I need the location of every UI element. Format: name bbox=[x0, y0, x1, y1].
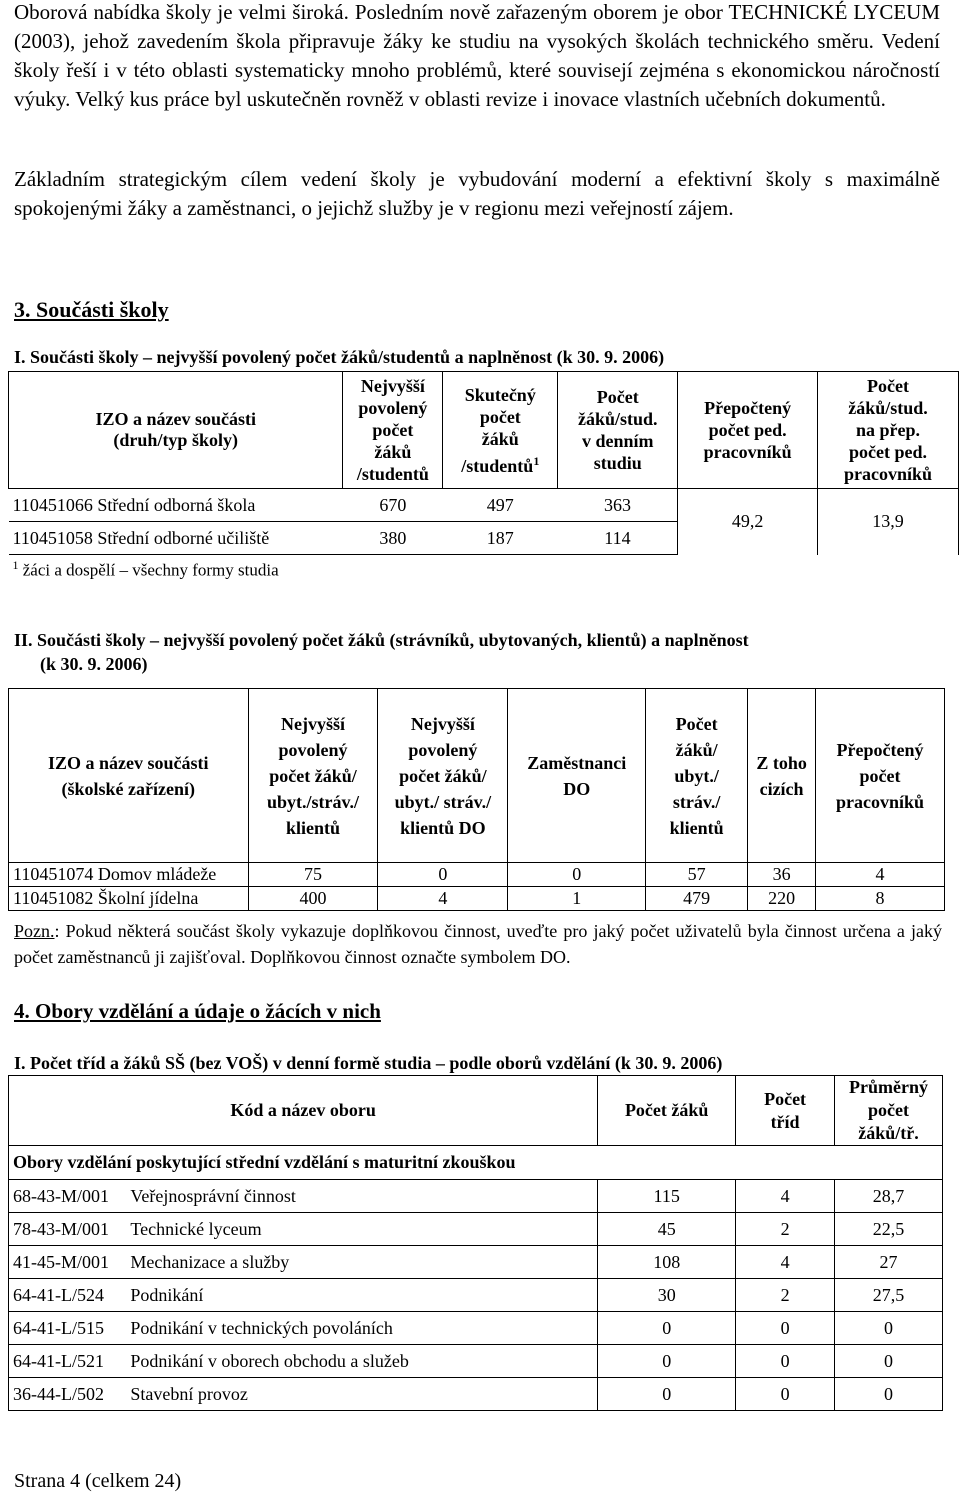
header-staff-do: Zaměstnanci DO bbox=[508, 689, 646, 863]
facilities-capacity-table bbox=[8, 688, 945, 911]
header-avg-per-class: Průměrný počet žáků/tř. bbox=[835, 1076, 943, 1146]
cell: 220 bbox=[748, 887, 816, 911]
field-name: Veřejnosprávní činnost bbox=[126, 1180, 597, 1213]
ratio-value: 13,9 bbox=[818, 489, 959, 555]
avg-per-class: 27 bbox=[835, 1246, 943, 1279]
field-name: Technické lyceum bbox=[126, 1213, 597, 1246]
avg-per-class: 22,5 bbox=[835, 1213, 943, 1246]
field-code: 78-43-M/001 bbox=[9, 1213, 127, 1246]
field-name: Mechanizace a služby bbox=[126, 1246, 597, 1279]
cell: 110451074 Domov mládeže bbox=[9, 863, 249, 887]
field-code: 64-41-L/524 bbox=[9, 1279, 127, 1312]
class-count: 0 bbox=[736, 1378, 835, 1411]
table-row bbox=[9, 887, 945, 911]
row-actual: 497 bbox=[486, 494, 514, 515]
row-name: 110451058 Střední odborné učiliště bbox=[9, 522, 343, 555]
header-facility-name: IZO a název součásti (školské zařízení) bbox=[9, 689, 249, 863]
header-student-count: Počet žáků bbox=[598, 1076, 736, 1146]
header-component-name: IZO a název součásti (druh/typ školy) bbox=[9, 372, 343, 489]
cell: 1 bbox=[508, 887, 646, 911]
table-2-note: Pozn.: Pokud některá součást školy vykazuje doplňkovou činnost, uveďte pro jaký počet uživatelů byla činnost určena a jaký počet zaměstnanců ji zajišťoval. Doplňkovou činnost označte symbolem DO. bbox=[14, 921, 942, 967]
field-name: Podnikání v oborech obchodu a služeb bbox=[126, 1345, 597, 1378]
table-row bbox=[9, 1279, 943, 1312]
table-header-row bbox=[9, 372, 959, 489]
intro-paragraph-1: Oborová nabídka školy je velmi široká. Posledním nově zařazeným oborem je obor TECHNICKÉ LYCEUM (2003), jehož zavedením škola připravuje žáky ke studiu na vysokých školách technického směru. Vedení školy řeší i v této oblasti systematicky mnoho problémů, které souvisejí zejména s ekonomickou náročností výuky. Velký kus práce byl uskutečněn rovněž v oblasti revize i inovace vlastních učebních dokumentů. bbox=[14, 0, 940, 111]
table-3-caption: I. Počet tříd a žáků SŠ (bez VOŠ) v denní formě studia – podle oborů vzdělání (k 30. 9. 2006) bbox=[14, 1053, 723, 1073]
table-row bbox=[9, 489, 959, 522]
student-count: 45 bbox=[598, 1213, 736, 1246]
student-count: 108 bbox=[598, 1246, 736, 1279]
table-footnote-row bbox=[9, 555, 959, 585]
header-students-per-teacher: Počet žáků/stud. na přep. počet ped. pracovníků bbox=[818, 372, 959, 489]
cell: 57 bbox=[646, 863, 748, 887]
class-count: 4 bbox=[736, 1180, 835, 1213]
row-max: 670 bbox=[379, 494, 407, 515]
header-day-study-count: Počet žáků/stud. v denním studiu bbox=[558, 372, 678, 489]
field-code: 64-41-L/515 bbox=[9, 1312, 127, 1345]
student-count: 0 bbox=[598, 1345, 736, 1378]
header-foreign: Z toho cizích bbox=[748, 689, 816, 863]
cell: 4 bbox=[816, 863, 945, 887]
class-count: 4 bbox=[736, 1246, 835, 1279]
intro-paragraph-2: Základním strategickým cílem vedení školy je vybudování moderní a efektivní školy s maximálně spokojenými žáky a zaměstnanci, o jejichž služby je v regionu mezi veřejností zájem. bbox=[14, 167, 940, 220]
cell: 4 bbox=[378, 887, 508, 911]
header-actual-count: Skutečný počet žáků /studentů$^1$ bbox=[443, 372, 558, 489]
cell: 0 bbox=[378, 863, 508, 887]
field-name: Podnikání bbox=[126, 1279, 597, 1312]
student-count: 30 bbox=[598, 1279, 736, 1312]
field-code: 64-41-L/521 bbox=[9, 1345, 127, 1378]
student-count: 115 bbox=[598, 1180, 736, 1213]
table-1-caption: I. Součásti školy – nejvyšší povolený počet žáků/studentů a naplněnost (k 30. 9. 2006) bbox=[14, 347, 665, 367]
row-actual: 187 bbox=[443, 522, 558, 555]
student-count: 0 bbox=[598, 1312, 736, 1345]
table-row bbox=[9, 863, 945, 887]
row-day: 363 bbox=[603, 494, 631, 515]
avg-per-class: 28,7 bbox=[835, 1180, 943, 1213]
cell: 75 bbox=[248, 863, 378, 887]
table-header-row bbox=[9, 1076, 943, 1146]
table-row bbox=[9, 1345, 943, 1378]
field-code: 36-44-L/502 bbox=[9, 1378, 127, 1411]
field-name: Stavební provoz bbox=[126, 1378, 597, 1411]
cell: 36 bbox=[748, 863, 816, 887]
class-count: 0 bbox=[736, 1312, 835, 1345]
cell: 110451082 Školní jídelna bbox=[9, 887, 249, 911]
avg-per-class: 0 bbox=[835, 1312, 943, 1345]
avg-per-class: 27,5 bbox=[835, 1279, 943, 1312]
field-name: Podnikání v technických povoláních bbox=[126, 1312, 597, 1345]
header-teacher-fte: Přepočtený počet ped. pracovníků bbox=[678, 372, 818, 489]
components-capacity-table bbox=[8, 371, 959, 585]
table-row bbox=[9, 1213, 943, 1246]
header-max-capacity-do: Nejvyšší povolený počet žáků/ ubyt./ stráv./ klientů DO bbox=[378, 689, 508, 863]
header-class-count: Počet tříd bbox=[736, 1076, 835, 1146]
table-group-row bbox=[9, 1146, 943, 1180]
header-field-code-name: Kód a název oboru bbox=[9, 1076, 598, 1146]
table-footnote: $^1$ žáci a dospělí – všechny formy studia bbox=[12, 558, 279, 581]
group-label: Obory vzdělání poskytující střední vzdělání s maturitní zkouškou bbox=[9, 1146, 943, 1180]
avg-per-class: 0 bbox=[835, 1378, 943, 1411]
cell: 8 bbox=[816, 887, 945, 911]
cell: 479 bbox=[646, 887, 748, 911]
cell: 400 bbox=[248, 887, 378, 911]
section-3-heading: 3. Součásti školy bbox=[14, 297, 169, 322]
class-count: 2 bbox=[736, 1213, 835, 1246]
row-max: 380 bbox=[343, 522, 443, 555]
teacher-fte-value: 49,2 bbox=[678, 489, 818, 555]
cell: 0 bbox=[508, 863, 646, 887]
table-row bbox=[9, 1180, 943, 1213]
student-count: 0 bbox=[598, 1378, 736, 1411]
row-day: 114 bbox=[558, 522, 678, 555]
study-fields-table bbox=[8, 1075, 943, 1411]
header-client-count: Počet žáků/ ubyt./ stráv./ klientů bbox=[646, 689, 748, 863]
header-max-capacity: Nejvyšší povolený počet žáků /studentů bbox=[343, 372, 443, 489]
row-name: 110451066 Střední odborná škola bbox=[12, 494, 256, 515]
table-2-caption: II. Součásti školy – nejvyšší povolený počet žáků (strávníků, ubytovaných, klientů) a naplněnost bbox=[14, 630, 749, 650]
table-row bbox=[9, 1378, 943, 1411]
table-header-row bbox=[9, 689, 945, 863]
header-max-capacity: Nejvyšší povolený počet žáků/ ubyt./stráv./ klientů bbox=[248, 689, 378, 863]
field-code: 68-43-M/001 bbox=[9, 1180, 127, 1213]
class-count: 2 bbox=[736, 1279, 835, 1312]
table-row bbox=[9, 1246, 943, 1279]
field-code: 41-45-M/001 bbox=[9, 1246, 127, 1279]
class-count: 0 bbox=[736, 1345, 835, 1378]
table-row bbox=[9, 1312, 943, 1345]
table-2-caption-date: (k 30. 9. 2006) bbox=[40, 654, 148, 674]
section-4-heading: 4. Obory vzdělání a údaje o žácích v nich bbox=[14, 999, 381, 1023]
header-staff-fte: Přepočtený počet pracovníků bbox=[816, 689, 945, 863]
avg-per-class: 0 bbox=[835, 1345, 943, 1378]
page-footer: Strana 4 (celkem 24) bbox=[14, 1470, 182, 1492]
